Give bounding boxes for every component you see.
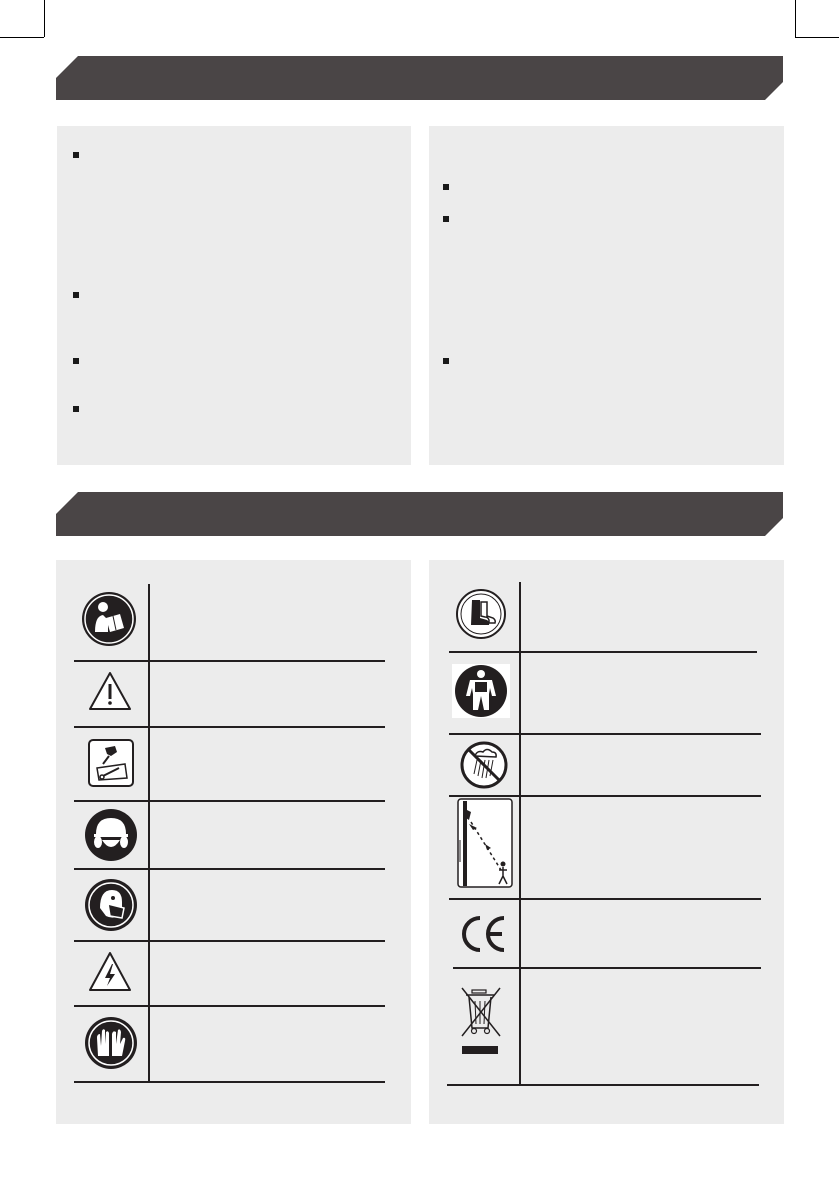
electric-hazard-icon	[87, 950, 133, 994]
row-separator	[447, 1084, 759, 1086]
read-manual-icon	[80, 590, 138, 648]
symbol-table-divider	[519, 582, 521, 1084]
dust-mask-icon	[84, 878, 138, 932]
row-separator	[449, 651, 757, 653]
row-separator	[449, 733, 761, 735]
maintenance-manual-icon	[87, 738, 135, 788]
row-separator	[74, 660, 385, 662]
bullet-marker	[73, 406, 79, 412]
row-separator	[453, 967, 761, 969]
crop-mark-top-right	[795, 37, 839, 38]
bullet-marker	[443, 184, 449, 190]
crop-mark-top-left-v	[44, 0, 45, 37]
safety-boots-icon	[455, 588, 507, 640]
bullet-marker	[73, 292, 79, 298]
safety-panel-left	[57, 126, 411, 465]
safety-panel-right	[429, 126, 784, 465]
bullet-marker	[443, 216, 449, 222]
warning-icon	[87, 670, 133, 712]
gloves-icon	[84, 1016, 138, 1070]
ce-mark-icon	[460, 914, 510, 954]
bullet-marker	[73, 358, 79, 364]
row-separator	[74, 1005, 385, 1007]
bullet-marker	[443, 358, 449, 364]
section-banner-safety	[56, 56, 783, 100]
section-banner-symbols	[56, 492, 783, 536]
crop-mark-top-left	[0, 37, 44, 38]
row-separator	[74, 800, 385, 802]
helmet-ear-protection-icon	[84, 808, 138, 862]
row-separator	[449, 898, 761, 900]
symbol-table-divider	[148, 584, 150, 1082]
row-separator	[74, 726, 385, 728]
row-separator	[74, 868, 385, 870]
weee-disposal-icon	[458, 984, 504, 1058]
bullet-marker	[73, 152, 79, 158]
no-rain-icon	[459, 740, 509, 790]
crop-mark-top-right-v	[795, 0, 796, 37]
falling-objects-distance-icon	[457, 798, 513, 890]
protective-clothing-icon	[452, 664, 510, 718]
row-separator	[74, 1081, 385, 1083]
row-separator	[449, 795, 761, 797]
row-separator	[74, 940, 385, 942]
